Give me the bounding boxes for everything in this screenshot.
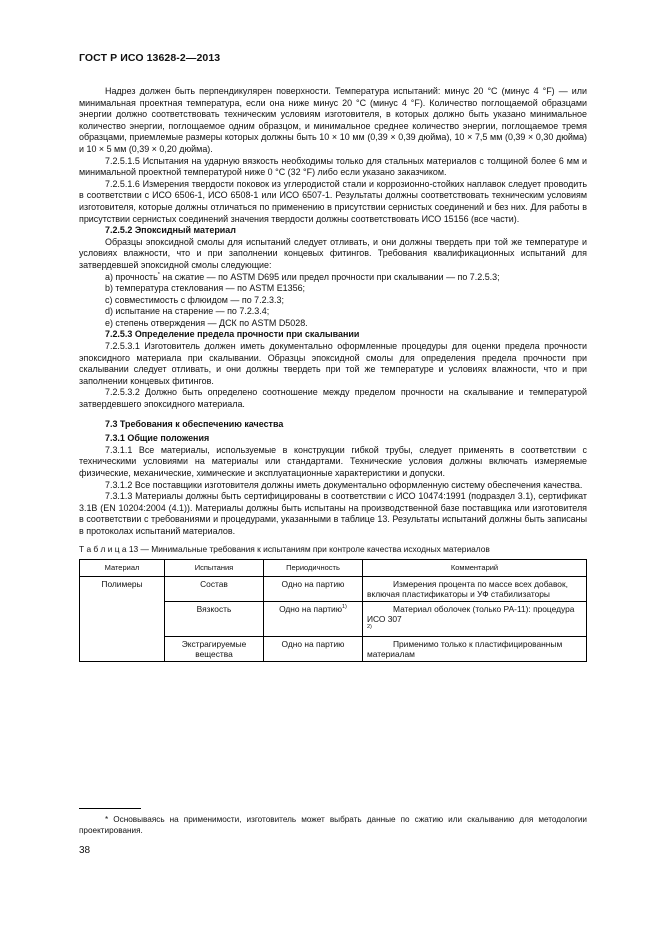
document-header: ГОСТ Р ИСО 13628-2—2013 (79, 52, 221, 64)
paragraph-7-2-5-3-2: 7.2.5.3.2 Должно быть определено соотношение между пределом прочности на скалывание и температурой затвердевшего эпоксидного материала. (79, 387, 587, 410)
paragraph-7-2-5-1-5: 7.2.5.1.5 Испытания на ударную вязкость необходимы только для стальных материалов с толщиной более 6 мм и минимальной проектной температурой ниже 0 °С (32 °F) либо если указано заказчиком. (79, 155, 587, 178)
column-header-tests: Испытания (165, 560, 264, 577)
heading-7-3: 7.3 Требования к обеспечению качества (105, 418, 284, 429)
column-header-frequency: Периодичность (264, 560, 363, 577)
heading-7-3-1: 7.3.1 Общие положения (105, 433, 210, 444)
paragraph-7-2-5-2: Образцы эпоксидной смолы для испытаний следует отливать, и они должны твердеть при той же температуре и условиях влажности, что и при заполнении концевых фитингов. Требования квалификационных испытаний для затвердевшей эпоксидной смолы следующие: (79, 236, 587, 270)
paragraph-7-3-1-2: 7.3.1.2 Все поставщики изготовителя должны иметь документально оформленную систему обеспечения качества. (105, 479, 583, 490)
list-item: b) температура стеклования — по ASTM E1356; (105, 283, 306, 294)
comment-cell: Материал оболочек (только РА-11): процедура ИСО 307 $^{2)}$ (363, 602, 587, 637)
list-item: a) прочность* на сжатие — по ASTM D695 или предел прочности при скалывании — по 7.2.5.3; (105, 271, 500, 282)
requirements-table (79, 559, 587, 662)
column-header-material: Материал (80, 560, 165, 577)
comment-cell: Применимо только к пластифицированным материалам (363, 637, 587, 662)
table-caption: Т а б л и ц а 13 — Минимальные требования к испытаниям при контроле качества исходных материалов (79, 543, 490, 554)
list-item: d) испытание на старение — по 7.2.3.4; (105, 306, 270, 317)
test-cell: Состав (165, 577, 264, 602)
list-item: e) степень отверждения — ДСК по ASTM D5028. (105, 317, 308, 328)
list-item: c) совместимость с флюидом — по 7.2.3.3; (105, 294, 284, 305)
paragraph-7-2-5-1-6: 7.2.5.1.6 Измерения твердости поковок из углеродистой стали и коррозионно-стойких наплавок следует проводить в соответствии с ИСО 6506-1, ИСО 6508-1 или ИСО 6507-1. Результаты должны соответствовать техническим условиям изготовителя, которые должны отличаться по применению в присутствии сернистых соединений и без них. Для работы в присутствии сернистых соединений значения твердости должны соответствовать ИСО 15156 (все части). (79, 178, 587, 224)
page-number: 38 (79, 845, 91, 856)
column-header-comment: Комментарий (363, 560, 587, 577)
footnote: * Основываясь на применимости, изготовитель может выбрать данные по сжатию или скалыванию для методологии проектирования. (79, 815, 587, 835)
material-cell: Полимеры (80, 577, 165, 662)
comment-cell: Измерения процента по массе всех добавок, включая пластификаторы и УФ стабилизаторы (363, 577, 587, 602)
paragraph-7-2-5-3-1: 7.2.5.3.1 Изготовитель должен иметь документально оформленные процедуры для оценки предела прочности эпоксидного материала при скалывании. Образцы эпоксидной смолы для определения предела прочности при скалывании следует отливать, и они должны твердеть при той же температуре и условиях влажности, что и при заполнении концевых фитингов. (79, 341, 587, 386)
heading-7-2-5-2: 7.2.5.2 Эпоксидный материал (105, 225, 236, 236)
table-row (80, 577, 587, 602)
test-cell: Экстрагируемые вещества (165, 637, 264, 662)
frequency-cell: Одно на партию$^{1)}$ (264, 602, 363, 637)
heading-7-2-5-3: 7.2.5.3 Определение предела прочности при скалывании (105, 329, 360, 340)
paragraph-7-3-1-1: 7.3.1.1 Все материалы, используемые в конструкции гибкой трубы, следует применять в соответствии с техническими условиями на материалы или стандартами. Технические условия должны включать измеряемые физические, механические, химические и эксплуатационные характеристики и допуски. (79, 444, 587, 478)
paragraph-7-3-1-3: 7.3.1.3 Материалы должны быть сертифицированы в соответствии с ИСО 10474:1991 (подраздел 3.1), сертификат 3.1В (EN 10204:2004 (4.1)). Материалы должны быть испытаны на производственной базе поставщика или изготовителя в соответствии с требованиями и процедурами, указанными в таблице 13. Результаты испытаний должны быть записаны в протоколах испытаний материалов. (79, 491, 587, 536)
paragraph-notch: Надрез должен быть перпендикулярен поверхности. Температура испытаний: минус 20 °С (минус 4 °F) — или минимальная проектная температура, если она ниже минус 20 °С (минус 4 °F). Количество поглощаемой образцами энергии должно соответствовать техническим условиям изготовителя, в которых должно быть указано минимальное количество энергии, поглощаемое одним образцом, и минимальное среднее количество энергии, поглощаемое тремя образцами, приемлемые размеры которых должны быть 10 × 10 мм (0,39 × 0,39 дюйма), 10 × 7,5 мм (0,39 × 0,30 дюйма) и 10 × 5 мм (0,39 × 0,20 дюйма). (79, 86, 587, 154)
document-page (79, 52, 587, 662)
frequency-cell: Одно на партию (264, 637, 363, 662)
test-cell: Вязкость (165, 602, 264, 637)
footnote-divider (79, 808, 141, 809)
frequency-cell: Одно на партию (264, 577, 363, 602)
requirements-list (79, 272, 587, 330)
table-header-row (80, 560, 587, 577)
